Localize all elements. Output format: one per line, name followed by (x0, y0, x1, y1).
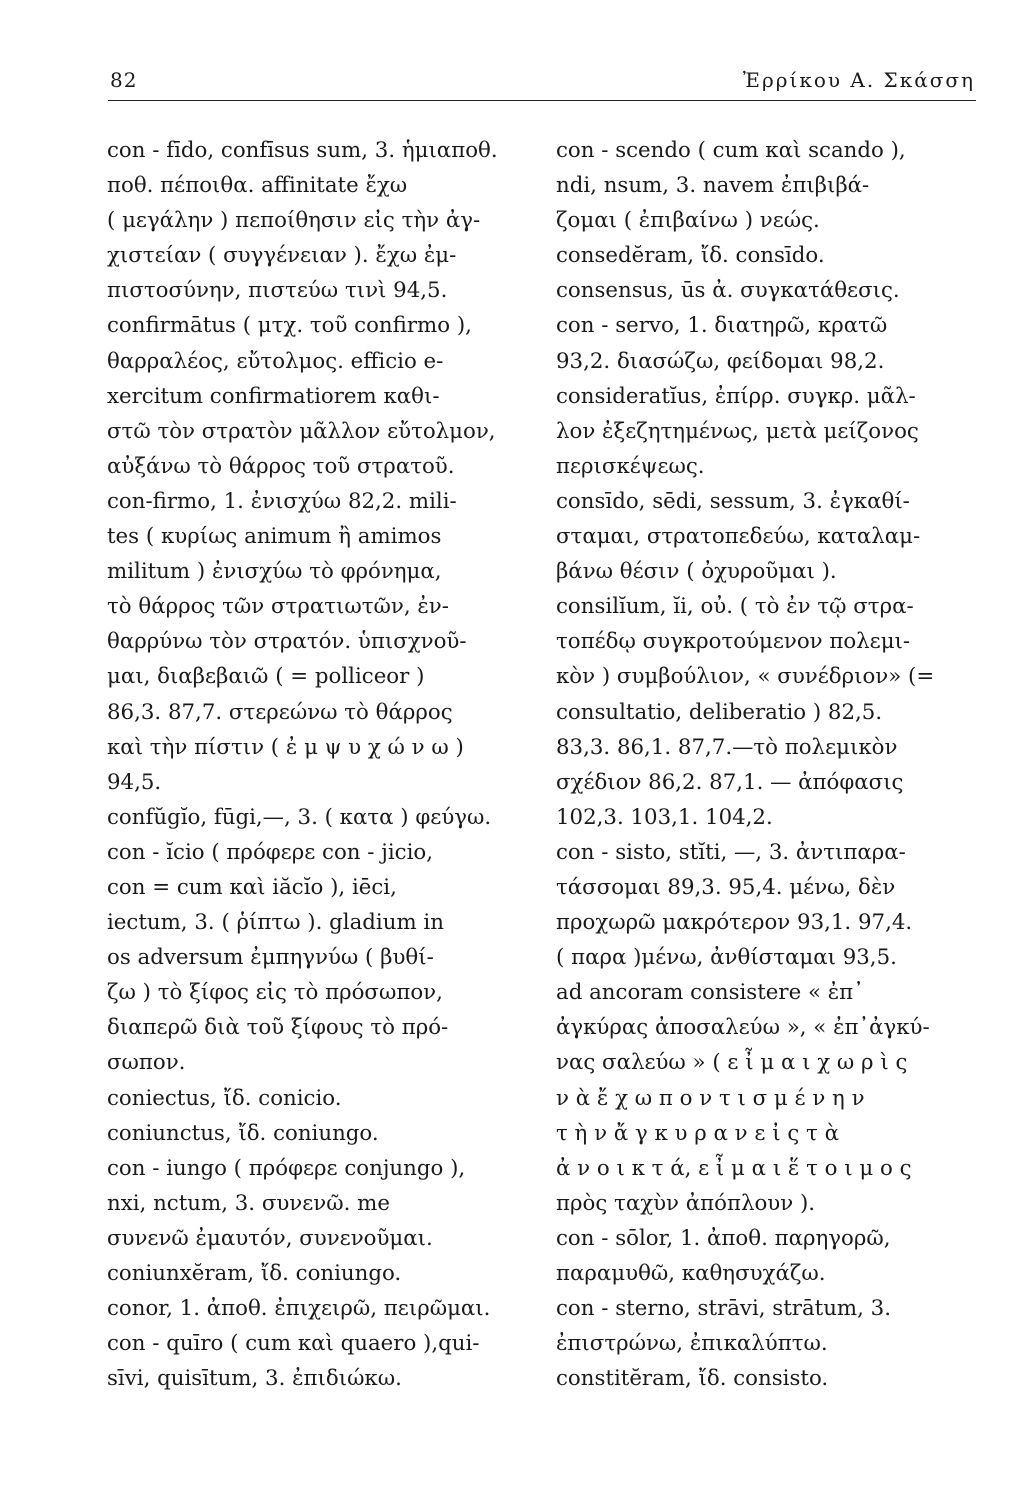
right-column (556, 133, 981, 1396)
dictionary-line: con-firmo, 1. ἐνισχύω 82,2. mili- (107, 488, 457, 514)
dictionary-line: προχωρῶ μακρότερον 93,1. 97,4. (556, 910, 913, 936)
dictionary-line: con - sisto, stĭti, —, 3. ἀντιπαρα- (556, 839, 906, 865)
dictionary-line: militum ) ἐνισχύω τὸ φρόνημα, (107, 559, 442, 585)
dictionary-line: τοπέδῳ συγκροτούμενον πολεμι- (556, 629, 911, 655)
dictionary-line: con - ĭcio ( πρόφερε con - jicio, (107, 839, 433, 865)
dictionary-line: nxi, nctum, 3. συνενῶ. me (107, 1190, 390, 1216)
dictionary-line: περισκέψεως. (556, 453, 705, 479)
page-header (110, 68, 975, 100)
dictionary-line: ἐπιστρώνω, ἐπικαλύπτω. (556, 1331, 828, 1357)
page-number: 82 (110, 68, 138, 92)
dictionary-line: con - sōlor, 1. ἀποθ. παρηγορῶ, (556, 1225, 891, 1251)
dictionary-line: iectum, 3. ( ῥίπτω ). gladium in (107, 910, 444, 936)
dictionary-line: consideratĭus, ἐπίρρ. συγκρ. μᾶλ- (556, 383, 916, 409)
dictionary-line: consedĕram, ἴδ. consīdo. (556, 243, 825, 269)
dictionary-line: ad ancoram consistere « ἐπ᾽ (556, 980, 864, 1006)
dictionary-line: βάνω θέσιν ( ὀχυροῦμαι ). (556, 559, 837, 585)
dictionary-line: χιστείαν ( συγγένειαν ). ἔχω ἐμ- (107, 243, 457, 269)
dictionary-line: con - sterno, strāvi, strātum, 3. (556, 1296, 891, 1322)
dictionary-line: μαι, διαβεβαιῶ ( = polliceor ) (107, 664, 425, 690)
dictionary-line: πρὸς ταχὺν ἀπόπλουν ). (556, 1190, 816, 1216)
dictionary-line: θαρρύνω τὸν στρατόν. ὑπισχνοῦ- (107, 629, 467, 655)
dictionary-line: ποθ. πέποιθα. affinitate ἔχω (107, 173, 408, 199)
dictionary-line: τ ὴ ν ἄ γ κ υ ρ α ν ε ἰ ς τ ὰ (556, 1120, 839, 1146)
dictionary-line: conor, 1. ἀποθ. ἐπιχειρῶ, πειρῶμαι. (107, 1296, 491, 1322)
dictionary-line: 83,3. 86,1. 87,7.—τὸ πολεμικὸν (556, 734, 898, 760)
dictionary-line: ζομαι ( ἐπιβαίνω ) νεώς. (556, 208, 820, 234)
dictionary-line: παραμυθῶ, καθησυχάζω. (556, 1261, 826, 1286)
dictionary-line: ἀγκύρας ἀποσαλεύω », « ἐπ᾽ἀγκύ- (556, 1015, 930, 1041)
dictionary-line: ( μεγάλην ) πεποίθησιν εἰς τὴν ἀγ- (107, 208, 481, 234)
dictionary-line: confirmātus ( μτχ. τοῦ confirmo ), (107, 313, 472, 339)
dictionary-line: τάσσομαι 89,3. 95,4. μένω, δὲν (556, 874, 896, 900)
dictionary-line: con - quīro ( cum καὶ quaero ),qui- (107, 1331, 480, 1357)
dictionary-line: σταμαι, στρατοπεδεύω, καταλαμ- (556, 524, 921, 550)
dictionary-line: 102,3. 103,1. 104,2. (556, 804, 773, 830)
dictionary-line: coniectus, ἴδ. conicio. (107, 1085, 342, 1111)
dictionary-line: con - scendo ( cum καὶ scando ), (556, 138, 906, 163)
dictionary-line: 93,2. διασώζω, φείδομαι 98,2. (556, 348, 885, 374)
header-rule (108, 100, 976, 101)
dictionary-line: ζω ) τὸ ξίφος εἰς τὸ πρόσωπον, (107, 980, 443, 1006)
dictionary-line: consensus, ūs ἀ. συγκατάθεσις. (556, 278, 900, 304)
dictionary-line: διαπερῶ διὰ τοῦ ξίφους τὸ πρό- (107, 1015, 449, 1041)
dictionary-line: συνενῶ ἐμαυτόν, συνενοῦμαι. (107, 1225, 433, 1251)
dictionary-line: 94,5. (107, 769, 162, 795)
dictionary-line: ( παρα )μένω, ἀνθίσταμαι 93,5. (556, 945, 897, 971)
dictionary-line: tes ( κυρίως animum ἢ amimos (107, 524, 442, 550)
running-title: Ἐρρίκου Α. Σκάσση (742, 68, 975, 92)
dictionary-line: σωπον. (107, 1050, 186, 1076)
dictionary-line: στῶ τὸν στρατὸν μᾶλλον εὔτολμον, (107, 418, 496, 444)
dictionary-line: πιστοσύνην, πιστεύω τινὶ 94,5. (107, 278, 448, 304)
dictionary-line: ἀ ν ο ι κ τ ά, ε ἶ μ α ι ἕ τ ο ι μ ο ς (556, 1155, 912, 1181)
dictionary-line: consilĭum, ĭi, οὐ. ( τὸ ἐν τῷ στρα- (556, 594, 914, 620)
dictionary-line: νας σαλεύω » ( ε ἶ μ α ι χ ω ρ ὶ ς (556, 1050, 908, 1076)
dictionary-line: consultatio, deliberatio ) 82,5. (556, 699, 883, 725)
dictionary-line: confŭgĭo, fūgi,—, 3. ( κατα ) φεύγω. (107, 804, 492, 830)
dictionary-line: coniunctus, ἴδ. coniungo. (107, 1120, 379, 1146)
dictionary-line: θαρραλέος, εὔτολμος. efficio e- (107, 348, 444, 374)
dictionary-line: consīdo, sēdi, sessum, 3. ἐγκαθί- (556, 488, 910, 514)
dictionary-line: ν ὰ ἔ χ ω π ο ν τ ι σ μ έ ν η ν (556, 1085, 865, 1111)
dictionary-line: sīvi, quisītum, 3. ἐπιδιώκω. (107, 1366, 402, 1392)
dictionary-line: 86,3. 87,7. στερεώνω τὸ θάρρος (107, 699, 453, 725)
dictionary-line: σχέδιον 86,2. 87,1. — ἀπόφασις (556, 769, 904, 795)
dictionary-line: καὶ τὴν πίστιν ( ἐ μ ψ υ χ ώ ν ω ) (107, 734, 464, 760)
dictionary-line: ndi, nsum, 3. navem ἐπιβιβά- (556, 173, 870, 199)
dictionary-line: con - servo, 1. διατηρῶ, κρατῶ (556, 313, 888, 339)
dictionary-line: xercitum confirmatiorem καθι- (107, 383, 440, 409)
dictionary-line: coniunxĕram, ἴδ. coniungo. (107, 1261, 402, 1286)
dictionary-line: con - fīdo, confīsus sum, 3. ἡμιαποθ. (107, 138, 498, 163)
dictionary-line: con = cum καὶ iăcĭo ), iēci, (107, 874, 397, 900)
dictionary-line: τὸ θάρρος τῶν στρατιωτῶν, ἐν- (107, 594, 449, 620)
dictionary-line: constitĕram, ἴδ. consisto. (556, 1366, 829, 1392)
dictionary-line: λον ἐξεζητημένως, μετὰ μείζονος (556, 418, 919, 444)
left-column (107, 133, 532, 1396)
dictionary-line: κὸν ) συμβούλιον, « συνέδριον» (= (556, 664, 935, 690)
dictionary-line: os adversum ἐμπηγνύω ( βυθί- (107, 945, 434, 971)
dictionary-line: αὐξάνω τὸ θάρρος τοῦ στρατοῦ. (107, 453, 455, 479)
dictionary-line: con - iungo ( πρόφερε conjungo ), (107, 1155, 466, 1181)
